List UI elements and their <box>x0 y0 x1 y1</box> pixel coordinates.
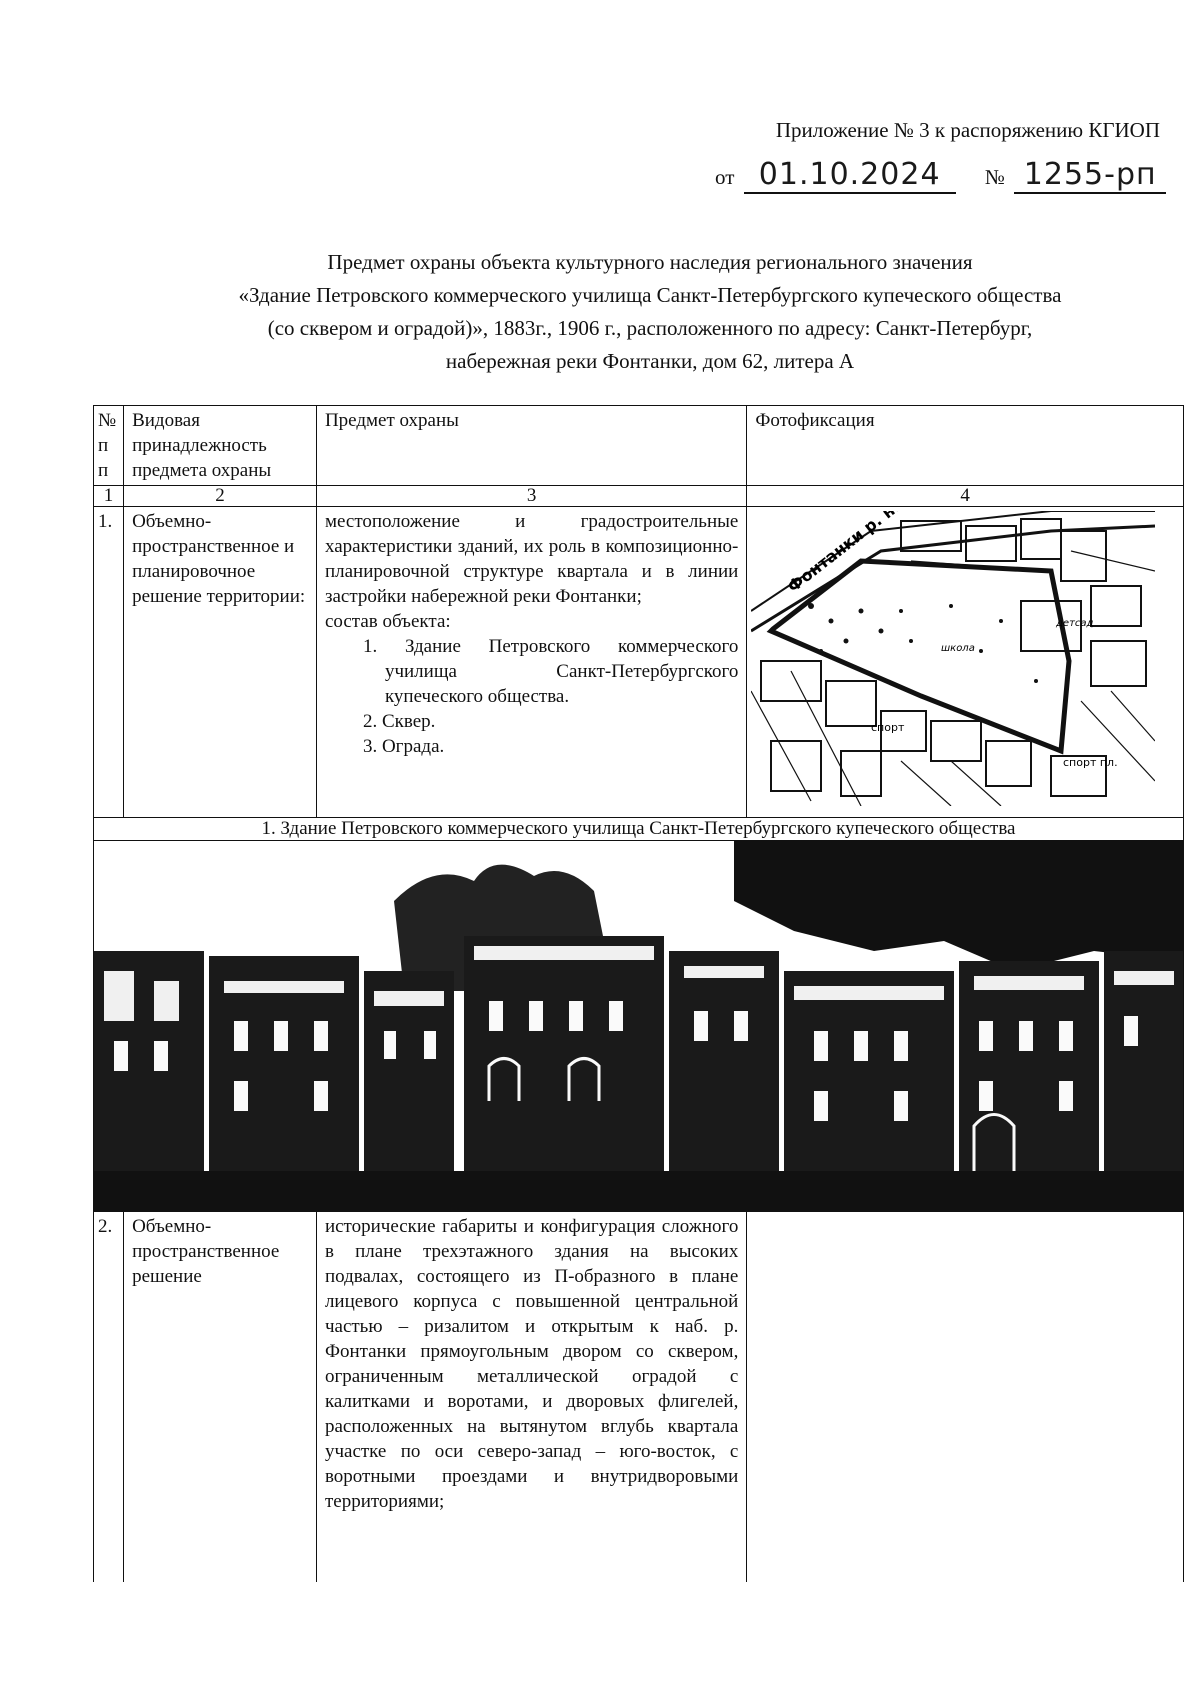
col-number: 3 <box>316 486 746 507</box>
col-number: 4 <box>747 486 1184 507</box>
map-sport-ground-label: спорт пл. <box>1063 756 1118 769</box>
map-kindergarten-label: детсад <box>1056 618 1094 629</box>
col-number: 1 <box>94 486 124 507</box>
table-header-row <box>94 406 1184 486</box>
row-subject: исторические габариты и конфигурация сложного в плане трехэтажного здания на высоких подвалах, состоящего из П-образного в плане лицевого корпуса с повышенной центральной частью – ризалитом и открытым к наб. р. Фонтанки прямоугольным двором со сквером, ограниченным металлической оградой с калитками и воротами, и дворовых флигелей, расположенных на вытянутом вглубь квартала участке по оси северо-запад – юго-восток, с воротными проездами и внутридворовыми территориями; <box>316 1212 746 1582</box>
header-type: Видовая принадлежность предмета охраны <box>124 406 317 486</box>
order-line <box>715 158 1166 194</box>
header-photo: Фотофиксация <box>747 406 1184 486</box>
table-row <box>94 507 1184 818</box>
row-num: 1. <box>94 507 124 818</box>
map-sport-label: спорт <box>871 721 905 734</box>
title-line: (со сквером и оградой)», 1883г., 1906 г., расположенного по адресу: Санкт-Петербург, <box>267 316 1033 340</box>
order-number: 1255-рп <box>1014 158 1166 194</box>
column-number-row <box>94 486 1184 507</box>
table-row <box>94 1212 1184 1582</box>
header-subject: Предмет охраны <box>316 406 746 486</box>
title-line: Предмет охраны объекта культурного наследия регионального значения <box>327 250 973 274</box>
row-photo <box>747 1212 1184 1582</box>
col-number: 2 <box>124 486 317 507</box>
order-date: 01.10.2024 <box>744 158 956 194</box>
title-line: «Здание Петровского коммерческого училища Санкт-Петербургского купеческого общества <box>238 283 1062 307</box>
row-num: 2. <box>94 1212 124 1582</box>
component-list <box>325 634 738 759</box>
list-item: 3. Ограда. <box>362 736 445 757</box>
section-title-row <box>94 818 1184 841</box>
order-prefix: от <box>715 165 735 189</box>
list-item: 2. Сквер. <box>362 711 436 732</box>
row-subject <box>316 507 746 818</box>
document-title <box>150 246 1150 378</box>
facade-photo-row <box>94 841 1184 1212</box>
facade-photo-cell <box>94 841 1184 1212</box>
row-photo <box>747 507 1184 818</box>
subject-text: местоположение и градостроительные характеристики зданий, их роль в композиционно-планировочной структуре квартала и в линии застройки набережной реки Фонтанки; <box>324 511 739 607</box>
composition-label: состав объекта: <box>324 611 451 632</box>
protection-subject-table <box>93 405 1184 1582</box>
map-school-label: школа <box>941 643 976 654</box>
building-facade-photo <box>94 841 1183 1211</box>
order-number-prefix: № <box>984 165 1005 189</box>
row-type: Объемно-пространственное и планировочное решение территории: <box>124 507 317 818</box>
list-item: 1. Здание Петровского коммерческого училища Санкт-Петербургского купеческого общества. <box>362 636 739 707</box>
row-type: Объемно-пространственное решение <box>124 1212 317 1582</box>
site-plan-map <box>751 511 1155 806</box>
title-line: набережная реки Фонтанки, дом 62, литера А <box>445 349 855 373</box>
header-num: № п п <box>94 406 124 486</box>
section-title: 1. Здание Петровского коммерческого училища Санкт-Петербургского купеческого общества <box>94 818 1184 841</box>
annex-label: Приложение № 3 к распоряжению КГИОП <box>775 118 1160 142</box>
